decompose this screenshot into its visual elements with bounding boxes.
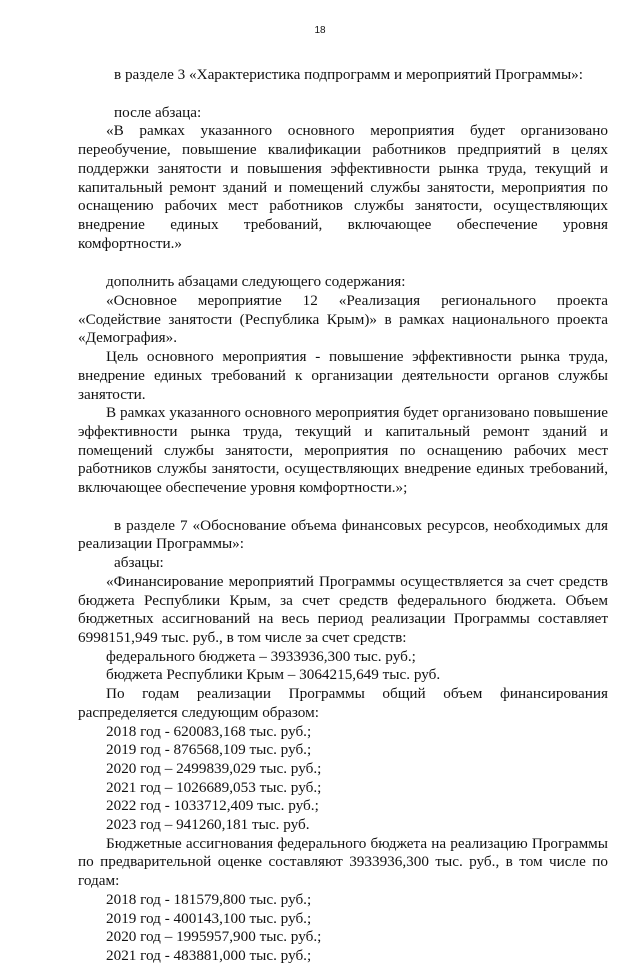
event-goal: Цель основного мероприятия - повышение эффективности рынка труда, внедрение единых требований к организации деятельности органов службы занятости. (78, 348, 608, 403)
list-item: 2021 год – 1026689,053 тыс. руб.; (106, 778, 322, 796)
list-item: 2018 год - 620083,168 тыс. руб.; (106, 722, 312, 740)
event-scope: В рамках указанного основного мероприятия будет организовано повышение эффективности рынка труда, текущий и капитальный ремонт зданий и помещений службы занятости, мероприятия по оснащению рабочих мест работников службы занятости, осуществляющих внедрение единых требований, включающее обеспечение уровня комфортности.»; (78, 404, 608, 497)
list-item: 2020 год – 2499839,029 тыс. руб.; (106, 759, 322, 777)
federal-budget-line: федерального бюджета – 3933936,300 тыс. руб.; (106, 647, 416, 665)
list-item: 2020 год – 1995957,900 тыс. руб.; (106, 928, 322, 946)
paragraphs-label: абзацы: (114, 554, 164, 572)
list-item: 2023 год – 941260,181 тыс. руб. (106, 816, 310, 834)
crimea-budget-line: бюджета Республики Крым – 3064215,649 тыс. руб. (106, 666, 441, 684)
main-event-12: «Основное мероприятие 12 «Реализация регионального проекта «Содействие занятости (Республика Крым)» в рамках национального проекта «Демография». (78, 292, 608, 347)
list-item: 2019 год - 876568,109 тыс. руб.; (106, 741, 312, 759)
document-body (78, 66, 608, 966)
federal-allocations: Бюджетные ассигнования федерального бюджета на реализацию Программы по предварительной оценке составляют 3933936,300 тыс. руб., в том числе по годам: (78, 834, 608, 890)
add-paragraphs-label: дополнить абзацами следующего содержания: (106, 273, 406, 291)
after-paragraph-label: после абзаца: (114, 103, 202, 121)
list-item: 2019 год - 400143,100 тыс. руб.; (106, 909, 312, 927)
list-item: 2021 год - 483881,000 тыс. руб.; (106, 946, 312, 964)
quoted-paragraph: «В рамках указанного основного мероприятия будет организовано переобучение, повышение квалификации работников предприятий в целях поддержки занятости и повышения эффективности рынка труда, текущий и капитальный ремонт зданий и помещений службы занятости, мероприятия по оснащению рабочих мест работников службы занятости, осуществляющих внедрение единых требований, включающее обеспечение уровня комфортности.» (78, 122, 608, 252)
page-number: 18 (314, 25, 326, 36)
list-item: 2022 год - 1033712,409 тыс. руб.; (106, 797, 319, 815)
section3-heading: в разделе 3 «Характеристика подпрограмм и мероприятий Программы»: (114, 66, 583, 83)
section7-heading: в разделе 7 «Обоснование объема финансовых ресурсов, необходимых для реализации Программы»: (78, 516, 608, 553)
financing-paragraph: «Финансирование мероприятий Программы осуществляется за счет средств бюджета Республики Крым, за счет средств федерального бюджета. Объем бюджетных ассигнований на весь период реализации Программы составляет 6998151,949 тыс. руб., в том числе за счет средств: (78, 572, 608, 646)
total-by-years: По годам реализации Программы общий объем финансирования распределяется следующим образом: (78, 685, 608, 721)
list-item: 2018 год - 181579,800 тыс. руб.; (106, 890, 312, 908)
